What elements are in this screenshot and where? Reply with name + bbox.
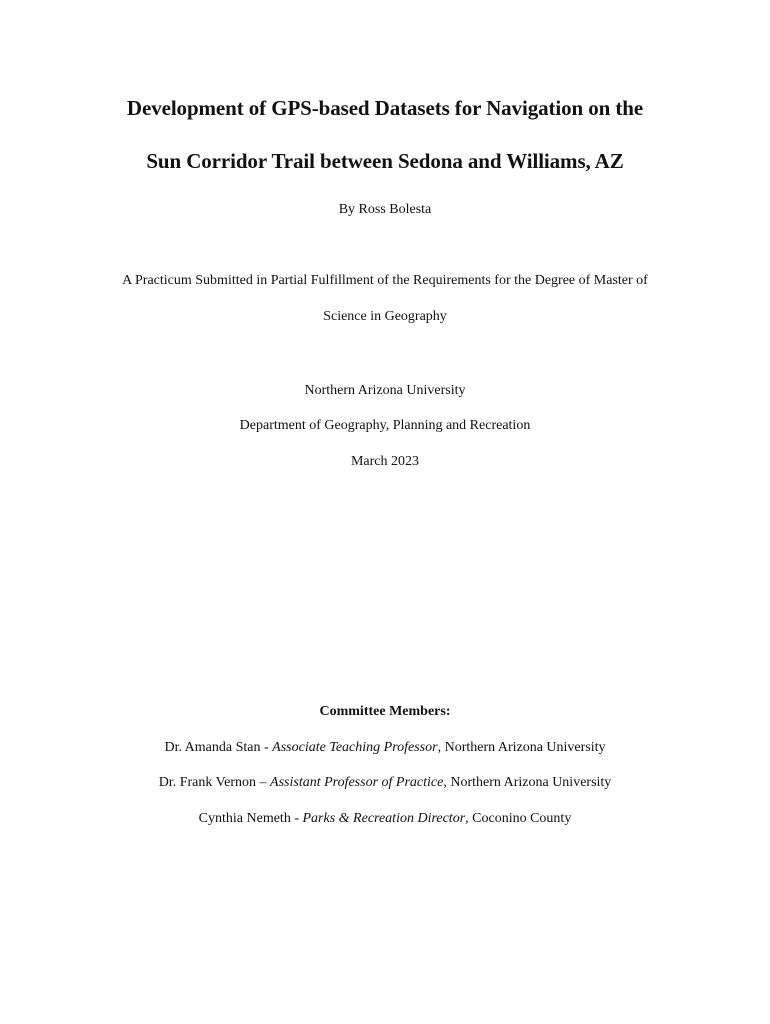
member-role: Parks & Recreation Director xyxy=(302,811,466,826)
title-line-2: Sun Corridor Trail between Sedona and Williams, AZ xyxy=(146,149,624,173)
committee-member xyxy=(0,775,770,791)
committee-member xyxy=(0,740,770,756)
member-role: Assistant Professor of Practice, xyxy=(270,775,447,790)
member-separator: – xyxy=(256,775,271,790)
author-byline: By Ross Bolesta xyxy=(338,202,432,217)
submission-statement-line-2: Science in Geography xyxy=(323,309,447,324)
committee-member xyxy=(0,811,770,827)
member-affiliation: Northern Arizona University xyxy=(446,775,612,790)
member-name: Dr. Frank Vernon xyxy=(158,775,257,790)
member-affiliation: , Northern Arizona University xyxy=(437,740,606,755)
member-role: Associate Teaching Professor xyxy=(272,740,438,755)
submission-date: March 2023 xyxy=(350,454,420,469)
member-name: Cynthia Nemeth xyxy=(198,811,291,826)
member-affiliation: , Coconino County xyxy=(465,811,572,826)
department-name: Department of Geography, Planning and Recreation xyxy=(239,418,531,433)
member-name: Dr. Amanda Stan xyxy=(164,740,261,755)
committee-heading: Committee Members: xyxy=(319,704,451,719)
member-separator: - xyxy=(260,740,273,755)
member-separator: - xyxy=(290,811,303,826)
title-line-1: Development of GPS-based Datasets for Navigation on the xyxy=(126,96,644,120)
university-name: Northern Arizona University xyxy=(304,383,466,398)
submission-statement-line-1: A Practicum Submitted in Partial Fulfillment of the Requirements for the Degree of Master of xyxy=(122,273,648,288)
